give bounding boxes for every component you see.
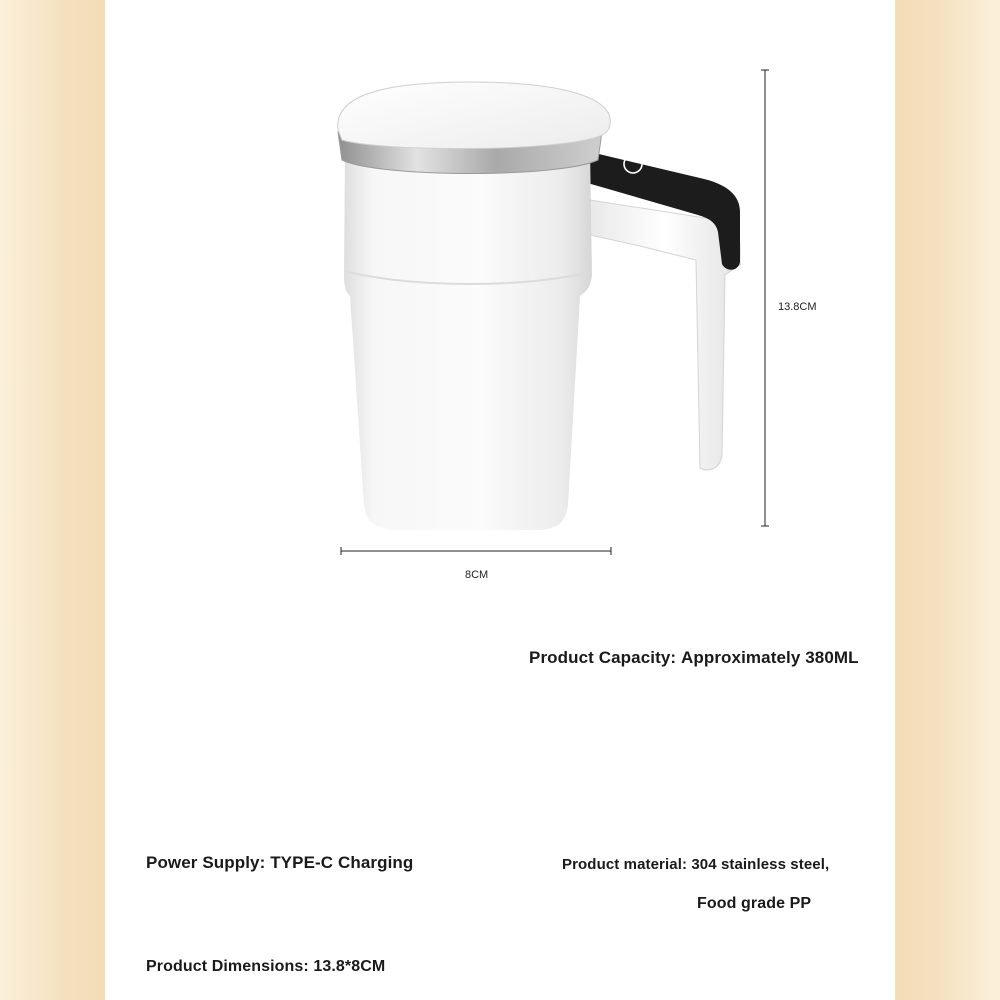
material-value-line2: Food grade PP [697, 895, 812, 912]
material-spec-line2 [697, 895, 811, 913]
capacity-spec [529, 648, 859, 668]
height-dimension-line [761, 70, 769, 526]
width-label: 8CM [465, 569, 489, 581]
material-key: Product material: [562, 856, 688, 873]
power-value: TYPE-C Charging [270, 853, 414, 872]
width-dimension-line [341, 547, 611, 555]
height-label: 13.8CM [778, 301, 817, 313]
power-key: Power Supply: [146, 853, 266, 872]
power-spec [146, 853, 413, 873]
material-value: 304 stainless steel, [691, 856, 830, 873]
dimensions-key: Product Dimensions: [146, 958, 309, 975]
capacity-key: Product Capacity: [529, 648, 677, 667]
dimensions-spec [146, 958, 385, 976]
material-spec [562, 856, 829, 873]
capacity-value: Approximately 380ML [681, 648, 859, 667]
dimensions-value: 13.8*8CM [313, 958, 386, 975]
